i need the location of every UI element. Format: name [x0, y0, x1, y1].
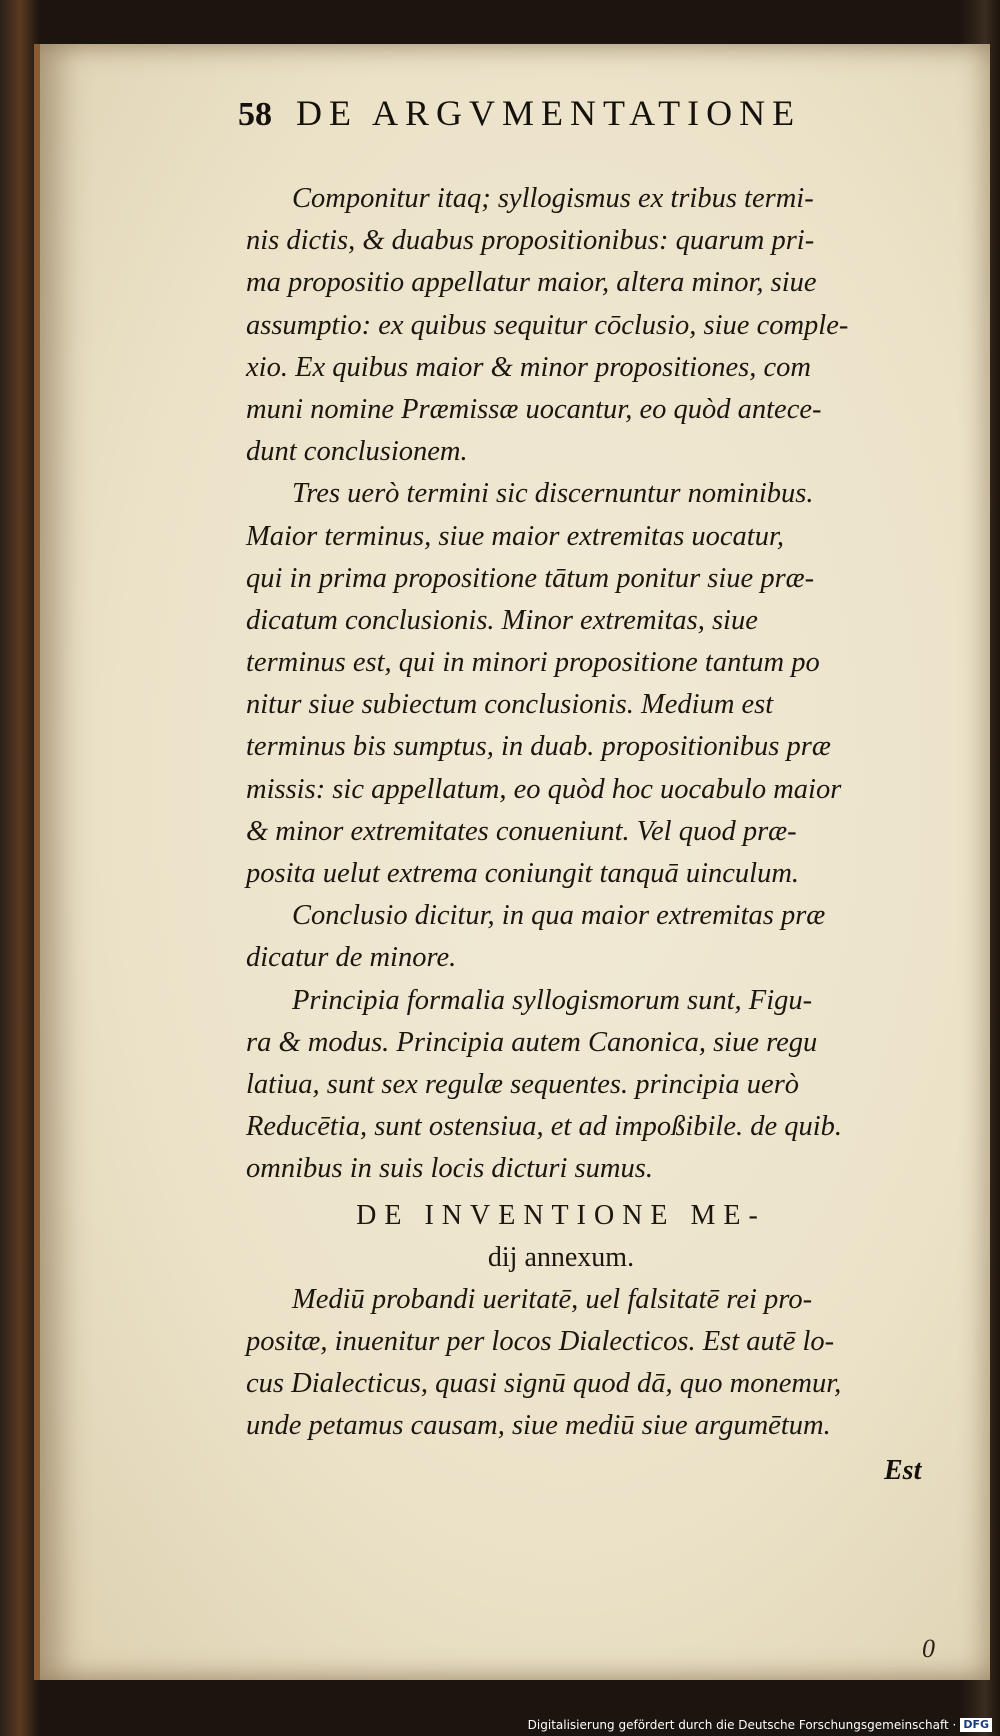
text-line: xio. Ex quibus maior & minor propositiones, com — [246, 351, 811, 383]
text-line: ra & modus. Principia autem Canonica, siue regu — [246, 1026, 818, 1058]
text-line: unde petamus causam, siue mediū siue argumētum. — [246, 1410, 831, 1442]
text-line: Conclusio dicitur, in qua maior extremitas præ — [292, 900, 826, 932]
corner-mark: 0 — [922, 1634, 935, 1663]
text-line: positæ, inuenitur per locos Dialecticos. Est autē lo- — [246, 1326, 835, 1358]
section-heading: DE INVENTIONE ME- — [356, 1199, 766, 1231]
text-line: dicatum conclusionis. Minor extremitas, siue — [246, 604, 758, 636]
text-line: Mediū probandi ueritatē, uel falsitatē rei pro- — [292, 1283, 813, 1315]
dfg-logo: DFG — [960, 1718, 992, 1732]
text-line: dicatur de minore. — [246, 942, 457, 974]
section-heading-continued: dij annexum. — [487, 1241, 635, 1273]
footer-credit: Digitalisierung gefördert durch die Deutsche Forschungsgemeinschaft · — [527, 1718, 957, 1732]
text-line: Reducētia, sunt ostensiua, et ad impoßibile. de quib. — [246, 1111, 843, 1143]
text-line: & minor extremitates conueniunt. Vel quod præ- — [246, 815, 797, 847]
text-line: missis: sic appellatum, eo quòd hoc uocabulo maior — [246, 773, 842, 805]
text-line: dunt conclusionem. — [246, 436, 468, 468]
text-line: Componitur itaq; syllogismus ex tribus termi- — [292, 183, 814, 214]
running-title: DE ARGVMENTATIONE — [296, 93, 802, 133]
text-line: nis dictis, & duabus propositionibus: quarum pri- — [246, 225, 815, 257]
text-line: Principia formalia syllogismorum sunt, Figu- — [292, 984, 813, 1016]
page-number: 58 — [238, 96, 272, 133]
digitization-footer — [528, 1716, 992, 1734]
text-line: terminus est, qui in minori propositione tantum po — [246, 647, 820, 679]
page-header — [238, 92, 878, 142]
text-line: posita uelut extrema coniungit tanquā uinculum. — [246, 858, 800, 889]
text-line: ma propositio appellatur maior, altera minor, siue — [246, 267, 817, 299]
text-line: nitur siue subiectum conclusionis. Medium est — [246, 689, 774, 721]
text-line: cus Dialecticus, quasi signū quod dā, quo monemur, — [246, 1368, 842, 1400]
text-line: latiua, sunt sex regulæ sequentes. principia uerò — [246, 1068, 800, 1100]
text-line: Maior terminus, siue maior extremitas uocatur, — [246, 520, 785, 552]
text-line: terminus bis sumptus, in duab. propositionibus præ — [246, 731, 831, 763]
text-line: assumptio: ex quibus sequitur cōclusio, siue comple- — [246, 309, 849, 341]
catchword: Est — [884, 1455, 922, 1486]
text-line: qui in prima propositione tātum ponitur siue præ- — [246, 562, 815, 594]
text-line: Tres uerò termini sic discernuntur nominibus. — [292, 478, 814, 510]
body-text — [246, 178, 946, 1448]
text-line: omnibus in suis locis dicturi sumus. — [246, 1153, 653, 1185]
text-line: muni nomine Præmissæ uocantur, eo quòd antece- — [246, 393, 822, 425]
